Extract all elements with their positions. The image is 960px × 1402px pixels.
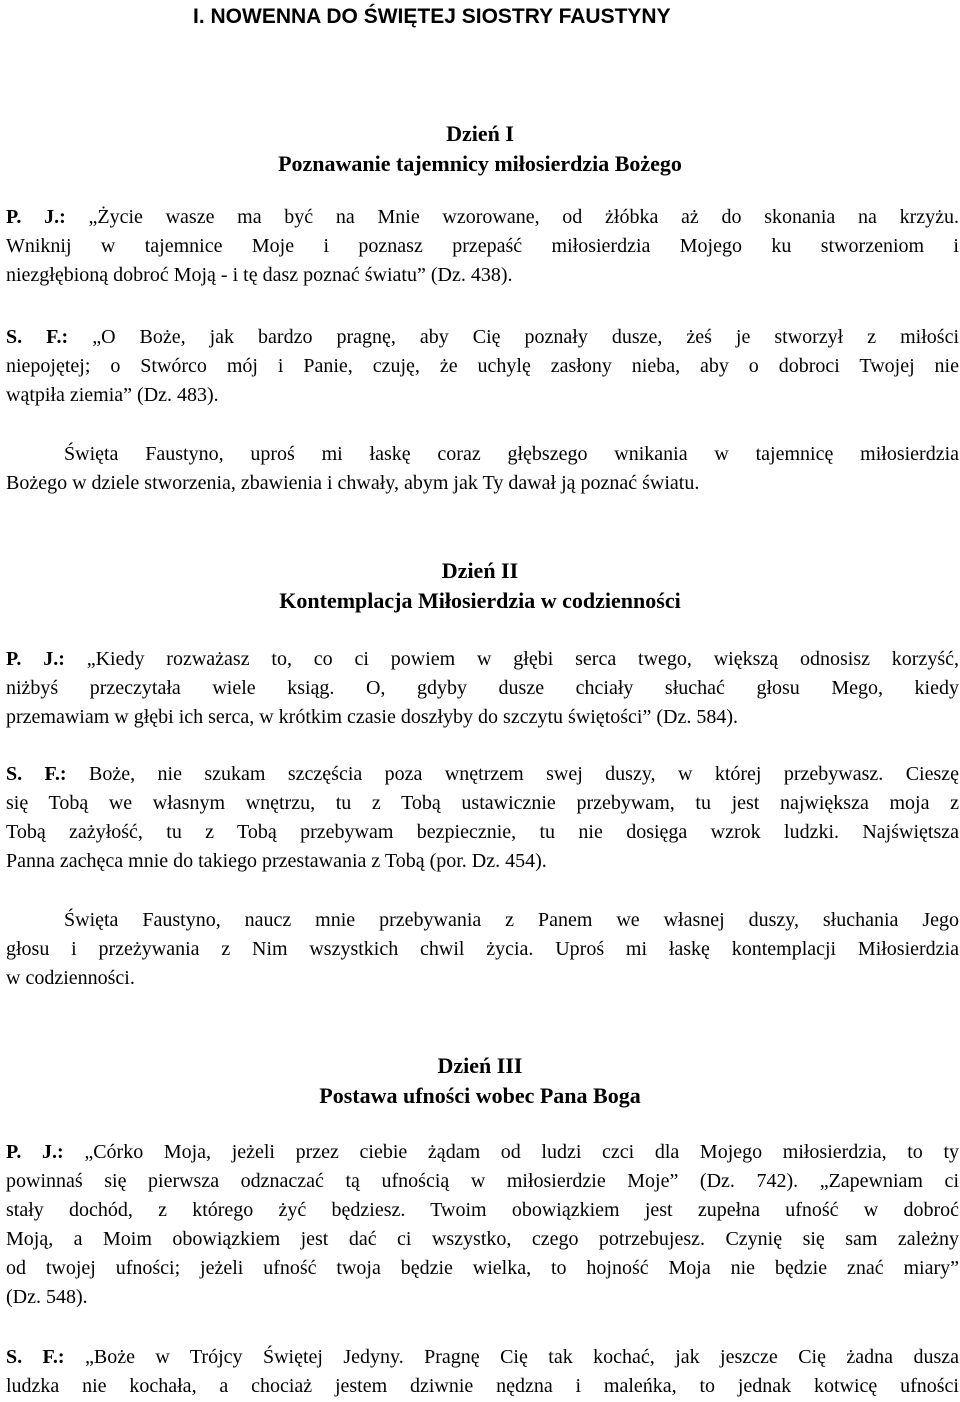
paragraph-line: P. J.: „Kiedy rozważasz to, co ci powiem w głębi serca twego, większą odnosisz korzyść, [6,648,960,670]
paragraph-line: przemawiam w głębi ich serca, w krótkim czasie doszłyby do szczytu świętości” (Dz. 584). [6,706,738,728]
day-2-faustyna-paragraph [6,760,959,876]
paragraph-line: Bożego w dziele stworzenia, zbawienia i chwały, abym jak Ty dawał ją poznać światu. [6,472,700,494]
day-3-faustyna-paragraph [6,1343,959,1401]
day-1-jesus-paragraph [6,203,959,290]
day-1-heading: Poznawanie tajemnicy miłosierdzia Bożego [278,151,682,176]
speaker-label: P. J.: [6,206,66,228]
paragraph-line: niepojętej; o Stwórco mój i Panie, czuję, że uchylę zasłony nieba, aby o dobroci Twojej nie [6,355,959,377]
day-3-jesus-paragraph [6,1138,959,1312]
paragraph-line: się Tobą we własnym wnętrzu, tu z Tobą ustawicznie przebywam, tu jest największa moja z [6,792,959,814]
day-2-heading: Kontemplacja Miłosierdzia w codzienności [279,588,681,613]
paragraph-line: głosu i przeżywania z Nim wszystkich chwil życia. Uproś mi łaskę kontemplacji Miłosierdzia [6,938,959,960]
paragraph-line: S. F.: „O Boże, jak bardzo pragnę, aby Cię poznały dusze, żeś je stworzył z miłości [6,326,959,348]
speaker-label: S. F.: [6,763,67,785]
paragraph-line: Moją, a Moim obowiązkiem jest dać ci wszystko, czego potrzebujesz. Czynię się sam zależny [6,1228,959,1250]
paragraph-line: niżbyś przeczytała wiele ksiąg. O, gdyby dusze chciały słuchać głosu Mego, kiedy [6,677,959,699]
paragraph-line: Tobą zażyłość, tu z Tobą przebywam bezpiecznie, tu nie dosięga wzrok ludzki. Najświętsza [6,821,959,843]
paragraph-line: stały dochód, z którego żyć będziesz. Twoim obowiązkiem jest zupełna ufność w dobroć [6,1199,959,1221]
paragraph-line: ludzka nie kochała, a chociaż jestem dziwnie nędzna i maleńka, to jednak kotwicę ufności [6,1375,959,1397]
paragraph-line: w codzienności. [6,967,135,989]
paragraph-line: (Dz. 548). [6,1286,88,1308]
paragraph-line: S. F.: Boże, nie szukam szczęścia poza wnętrzem swej duszy, w której przebywasz. Cieszę [6,763,960,785]
paragraph-line: Wniknij w tajemnice Moje i poznasz przepaść miłosierdzia Mojego ku stworzeniom i [6,235,959,257]
speaker-label: S. F.: [6,1346,65,1368]
day-2-prayer-paragraph [6,906,959,993]
day-1-label: Dzień I [446,121,514,146]
paragraph-line: Panna zachęca mnie do takiego przestawania z Tobą (por. Dz. 454). [6,850,547,872]
paragraph-line: Święta Faustyno, uproś mi łaskę coraz głębszego wnikania w tajemnicę miłosierdzia [64,443,959,465]
paragraph-line: powinnaś się pierwsza odznaczać tą ufnością w miłosierdzie Moje” (Dz. 742). „Zapewniam ci [6,1170,959,1192]
speaker-label: S. F.: [6,326,69,348]
paragraph-line: S. F.: „Boże w Trójcy Świętej Jedyny. Pragnę Cię tak kochać, jak jeszcze Cię żadna dusza [6,1346,959,1368]
paragraph-line: niezgłębioną dobroć Moją - i tę dasz poznać światu” (Dz. 438). [6,264,513,286]
day-1-faustyna-paragraph [6,323,959,410]
day-1-prayer-paragraph [6,440,959,498]
speaker-label: P. J.: [6,1141,64,1163]
paragraph-line: Święta Faustyno, naucz mnie przebywania z Panem we własnej duszy, słuchania Jego [64,909,959,931]
paragraph-line: P. J.: „Córko Moja, jeżeli przez ciebie żądam od ludzi czci dla Mojego miłosierdzia, to ty [6,1141,960,1163]
speaker-label: P. J.: [6,648,65,670]
paragraph-line: od twojej ufności; jeżeli ufność twoja będzie wielka, to hojność Moja nie będzie znać miary” [6,1257,959,1279]
day-2-jesus-paragraph [6,645,959,732]
day-3-heading: Postawa ufności wobec Pana Boga [319,1083,641,1108]
document-title: I. NOWENNA DO ŚWIĘTEJ SIOSTRY FAUSTYNY [193,5,671,28]
day-3-label: Dzień III [437,1053,523,1078]
paragraph-line: P. J.: „Życie wasze ma być na Mnie wzorowane, od żłóbka aż do skonania na krzyżu. [6,206,960,228]
paragraph-line: wątpiła ziemia” (Dz. 483). [6,384,219,406]
day-2-label: Dzień II [441,558,519,583]
